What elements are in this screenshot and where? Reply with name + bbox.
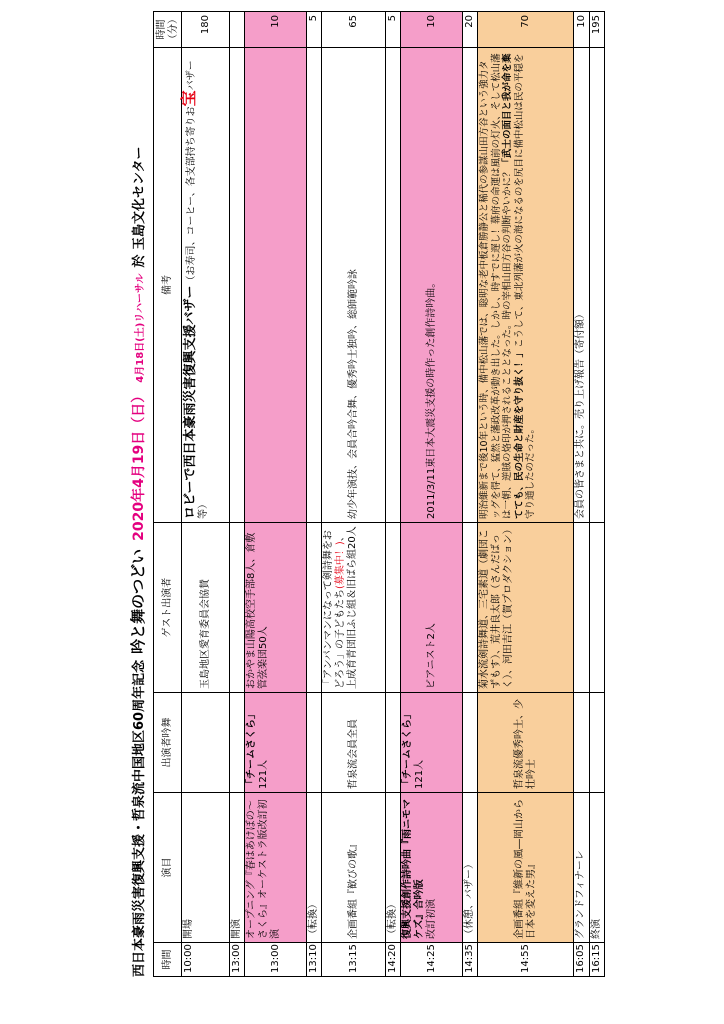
table-row [322, 12, 386, 977]
row-time: 13:00 [230, 943, 245, 977]
table-row [478, 12, 574, 977]
row-minutes: 70 [478, 12, 574, 48]
row-time: 13:10 [307, 943, 322, 977]
table-row [386, 12, 401, 977]
row-program: （転換） [386, 793, 401, 943]
row-performers [401, 693, 463, 793]
team-sakura-label: 「チームさくら」 [246, 709, 257, 789]
row-notes [230, 48, 245, 523]
row-program: 開演 [230, 793, 245, 943]
row-time: 13:00 [245, 943, 307, 977]
row-program [401, 793, 463, 943]
header-notes: 備考 [154, 48, 182, 523]
team-count: 121人 [258, 759, 269, 789]
recruiting-note: (募集中！) [335, 541, 346, 589]
row-minutes: 20 [463, 12, 478, 48]
program-sheet [125, 12, 602, 977]
table-row [574, 12, 590, 977]
row-performers [230, 693, 245, 793]
event-title: 西日本豪雨災害復興支援・哲泉流中国地区60周年記念 [132, 659, 147, 977]
row-notes [590, 48, 605, 523]
row-minutes: 5 [307, 12, 322, 48]
row-minutes: 65 [322, 12, 386, 48]
title-line [127, 12, 151, 977]
table-row [463, 12, 478, 977]
row-notes [386, 48, 401, 523]
row-performers: 哲泉流会員全員 [322, 693, 386, 793]
bazaar-end: バザー等） [186, 60, 209, 519]
row-time: 14:20 [386, 943, 401, 977]
row-time: 16:15 [590, 943, 605, 977]
header-guests: ゲスト出演者 [154, 523, 182, 693]
row-time: 10:00 [182, 943, 230, 977]
row-guests: 玉島地区愛育委員会協賛 [182, 523, 230, 693]
story-highlight: 「武士の面目と我が命を棄てても、民の生命と財産を守り抜く！」 [502, 53, 525, 519]
row-program: 企画番組『歓びの歌』 [322, 793, 386, 943]
row-performers [590, 693, 605, 793]
row-guests [463, 523, 478, 693]
rehearsal-date: 4月18日(土)リハーサル [135, 273, 146, 383]
row-notes [478, 48, 574, 523]
row-minutes: 10 [401, 12, 463, 48]
row-performers [574, 693, 590, 793]
table-row [590, 12, 605, 977]
kids-group: 「アンパンマンになって剣詩舞をおどろう」の子どもたち [323, 530, 346, 689]
row-guests: 菊水流剣詩舞道、三宅素道（劇団こずもす）、荒井良太郎（さんだばっく）、河田吉江（賀プロダクション） [478, 523, 574, 693]
row-guests [230, 523, 245, 693]
team-count: 121人 [414, 759, 425, 789]
table-row [307, 12, 322, 977]
row-notes [245, 48, 307, 523]
row-minutes: 180 [182, 12, 230, 48]
event-subtitle: 吟と舞のつどい [129, 548, 147, 654]
row-time: 14:55 [478, 943, 574, 977]
team-sakura-label: 「チームさくら」 [402, 709, 413, 789]
kindergarten-group: 、上成育青団旧ふじ組＆旧ばら組20人 [335, 526, 358, 689]
row-notes [307, 48, 322, 523]
row-notes [179, 48, 230, 523]
story-ending: こうして、東北列藩が火の海になるのを尻目に備中松山は民の平穏を守り通したのだった。 [513, 53, 536, 519]
header-time: 時間 [154, 943, 182, 977]
treasure-mark: 宝 [179, 90, 198, 107]
row-performers [463, 693, 478, 793]
row-performers [245, 693, 307, 793]
table-row [245, 12, 307, 977]
header-program: 演目 [154, 793, 182, 943]
row-guests [307, 523, 322, 693]
ame-nimo-makezu-title: 復興支援創作詩吟曲『雨ニモマケズ』合吟版 [402, 799, 425, 939]
row-notes [463, 48, 478, 523]
row-program: （休憩、バザー） [463, 793, 478, 943]
bazaar-note: ロビーで西日本豪雨災害復興支援バザー [183, 285, 198, 519]
revised-premiere: 改訂初演 [426, 899, 437, 939]
row-minutes [230, 12, 245, 48]
program-table [153, 11, 605, 977]
story-text: 明治維新まで後10年という時、備中松山藩では、聡明な老中板倉勝静公と稀代の参謀山田方谷という強力タッグを得て、猛然と藩政改革が動き出した。しかし、時すでに遅し！幕府の命運は風前の灯火、そして松山藩は一朝、逆賊の烙印が押されることとなった。時の宰相山田方谷の判断やいかに？ [479, 53, 513, 519]
row-guests: おかやま山陽高校空手部8人、倉敷管弦楽団50人 [245, 523, 307, 693]
row-guests [590, 523, 605, 693]
row-minutes: 5 [386, 12, 401, 48]
event-date: 2020年4月19日（日） [131, 388, 147, 541]
row-notes: 2011/3/11東日本大震災支援の時作った創作詩吟曲。 [401, 48, 463, 523]
event-venue: 於 玉島文化センター [132, 146, 147, 268]
row-program: （転換） [307, 793, 322, 943]
table-row [182, 12, 230, 977]
row-program: グランドフィナーレ [574, 793, 590, 943]
header-performers: 出演者吟舞 [154, 693, 182, 793]
row-guests: ピアニスト2人 [401, 523, 463, 693]
row-minutes: 195 [590, 12, 605, 48]
table-header-row [154, 12, 182, 977]
row-time: 14:35 [463, 943, 478, 977]
row-performers [307, 693, 322, 793]
row-guests [574, 523, 590, 693]
table-row [230, 12, 245, 977]
row-program: 開場 [182, 793, 230, 943]
table-row [401, 12, 463, 977]
row-time: 13:15 [322, 943, 386, 977]
row-notes: 幼少年演技、会員合吟合舞、優秀吟士独吟、総師範吟詠 [322, 48, 386, 523]
row-minutes: 10 [245, 12, 307, 48]
row-program: 終演 [590, 793, 605, 943]
header-minutes: 時間（分） [154, 12, 182, 48]
row-performers [182, 693, 230, 793]
bazaar-items: （お寿司、コーヒー、各支部持ち寄りお [186, 106, 197, 286]
row-program: オープニング『春はあけぼの～さくら』オーケストラ版改訂初演 [245, 793, 307, 943]
row-guests [386, 523, 401, 693]
row-time: 14:25 [401, 943, 463, 977]
row-performers: 哲泉流優秀吟士、少壮吟士 [478, 693, 574, 793]
row-time: 16:05 [574, 943, 590, 977]
row-guests [322, 523, 386, 693]
row-notes: 会員の皆さまと共に。売り上げ報告（寄付額） [574, 48, 590, 523]
row-program: 企画番組『維新の風―岡山から日本を変えた男』 [478, 793, 574, 943]
row-performers [386, 693, 401, 793]
row-minutes: 10 [574, 12, 590, 48]
